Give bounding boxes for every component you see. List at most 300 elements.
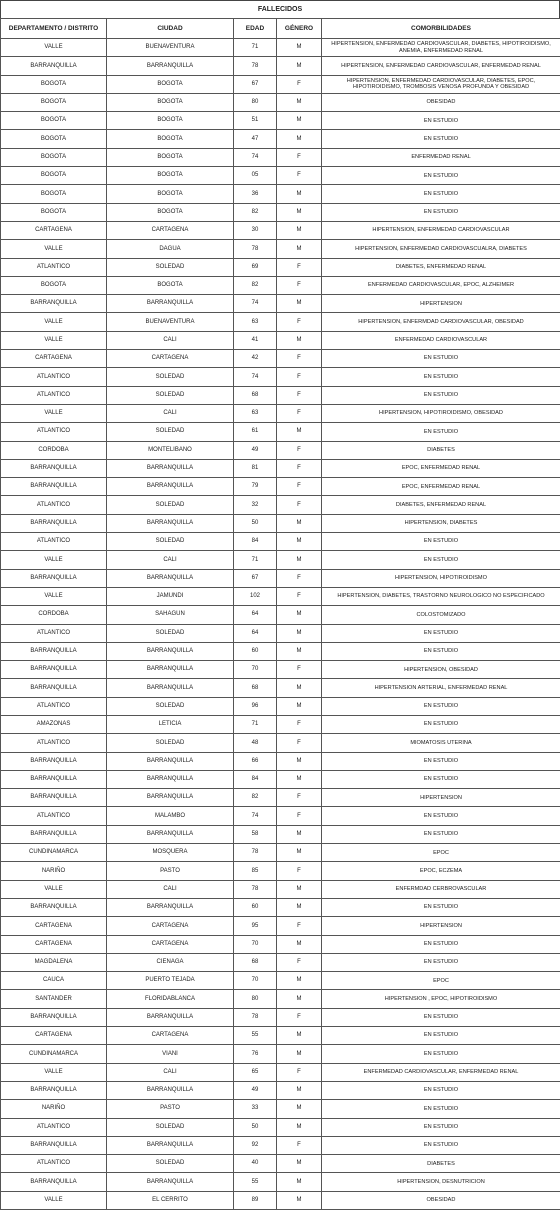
cell-comorbilidades: ENFERMEDAD RENAL bbox=[322, 148, 560, 166]
cell-genero: M bbox=[277, 1081, 322, 1099]
cell-comorbilidades: EN ESTUDIO bbox=[322, 624, 560, 642]
cell-ciudad: BARRANQUILLA bbox=[107, 825, 234, 843]
cell-comorbilidades: HIPERTENSION, HIPOTIROIDISMO bbox=[322, 569, 560, 587]
cell-comorbilidades: HIPERTENSION, ENFERMEDAD CARDIOVASCUALRA, DIABETES bbox=[322, 240, 560, 258]
cell-genero: F bbox=[277, 386, 322, 404]
cell-ciudad: BOGOTA bbox=[107, 75, 234, 93]
table-row bbox=[1, 350, 560, 368]
cell-edad: 76 bbox=[234, 1045, 277, 1063]
table-row bbox=[1, 368, 560, 386]
cell-genero: M bbox=[277, 93, 322, 111]
cell-departamento: MAGDALENA bbox=[1, 953, 107, 971]
table-row bbox=[1, 770, 560, 788]
cell-genero: M bbox=[277, 1118, 322, 1136]
cell-genero: F bbox=[277, 313, 322, 331]
cell-ciudad: CARTAGENA bbox=[107, 917, 234, 935]
cell-departamento: ATLANTICO bbox=[1, 423, 107, 441]
cell-genero: F bbox=[277, 661, 322, 679]
cell-edad: 67 bbox=[234, 569, 277, 587]
cell-genero: M bbox=[277, 1027, 322, 1045]
cell-genero: M bbox=[277, 39, 322, 57]
table-row bbox=[1, 990, 560, 1008]
cell-ciudad: CALI bbox=[107, 880, 234, 898]
cell-departamento: BOGOTA bbox=[1, 148, 107, 166]
cell-departamento: BARRANQUILLA bbox=[1, 1173, 107, 1191]
cell-ciudad: BARRANQUILLA bbox=[107, 642, 234, 660]
cell-ciudad: SAHAGUN bbox=[107, 606, 234, 624]
cell-edad: 65 bbox=[234, 1063, 277, 1081]
header-ciudad: CIUDAD bbox=[107, 19, 234, 39]
cell-genero: F bbox=[277, 587, 322, 605]
cell-comorbilidades: EN ESTUDIO bbox=[322, 1027, 560, 1045]
table-row bbox=[1, 331, 560, 349]
cell-ciudad: SOLEDAD bbox=[107, 496, 234, 514]
table-row bbox=[1, 935, 560, 953]
cell-ciudad: BARRANQUILLA bbox=[107, 661, 234, 679]
cell-edad: 60 bbox=[234, 898, 277, 916]
cell-genero: M bbox=[277, 423, 322, 441]
cell-departamento: ATLANTICO bbox=[1, 368, 107, 386]
cell-genero: F bbox=[277, 148, 322, 166]
cell-genero: F bbox=[277, 862, 322, 880]
cell-comorbilidades: EN ESTUDIO bbox=[322, 386, 560, 404]
table-row bbox=[1, 825, 560, 843]
cell-comorbilidades: HIPERTENSION, HIPOTIROIDISMO, OBESIDAD bbox=[322, 404, 560, 422]
table-row bbox=[1, 441, 560, 459]
cell-departamento: BARRANQUILLA bbox=[1, 679, 107, 697]
cell-edad: 96 bbox=[234, 697, 277, 715]
cell-departamento: BOGOTA bbox=[1, 112, 107, 130]
cell-departamento: CORDOBA bbox=[1, 441, 107, 459]
cell-comorbilidades: EN ESTUDIO bbox=[322, 715, 560, 733]
cell-ciudad: MONTELIBANO bbox=[107, 441, 234, 459]
cell-comorbilidades: EPOC bbox=[322, 972, 560, 990]
cell-edad: 05 bbox=[234, 167, 277, 185]
cell-edad: 36 bbox=[234, 185, 277, 203]
cell-ciudad: BARRANQUILLA bbox=[107, 295, 234, 313]
cell-edad: 66 bbox=[234, 752, 277, 770]
cell-ciudad: BARRANQUILLA bbox=[107, 478, 234, 496]
cell-comorbilidades: OBESIDAD bbox=[322, 93, 560, 111]
cell-ciudad: BARRANQUILLA bbox=[107, 770, 234, 788]
cell-genero: F bbox=[277, 734, 322, 752]
cell-departamento: VALLE bbox=[1, 551, 107, 569]
cell-edad: 78 bbox=[234, 844, 277, 862]
cell-edad: 80 bbox=[234, 990, 277, 1008]
cell-ciudad: BARRANQUILLA bbox=[107, 1081, 234, 1099]
table-row bbox=[1, 1173, 560, 1191]
cell-comorbilidades: HIPERTENSION, ENFERMEDAD CARDIOVASCULAR, DIABETES, HIPOTIROIDISMO, ANEMIA, ENFERMEDAD RENAL bbox=[322, 39, 560, 57]
cell-ciudad: VIANI bbox=[107, 1045, 234, 1063]
cell-genero: M bbox=[277, 1191, 322, 1209]
cell-ciudad: BOGOTA bbox=[107, 112, 234, 130]
cell-ciudad: BARRANQUILLA bbox=[107, 789, 234, 807]
cell-comorbilidades: EN ESTUDIO bbox=[322, 368, 560, 386]
cell-edad: 70 bbox=[234, 661, 277, 679]
cell-genero: M bbox=[277, 697, 322, 715]
cell-departamento: VALLE bbox=[1, 1191, 107, 1209]
cell-comorbilidades: HIPERTENSION, DIABETES, TRASTORNO NEUROLOGICO NO ESPECIFICADO bbox=[322, 587, 560, 605]
cell-comorbilidades: EN ESTUDIO bbox=[322, 898, 560, 916]
cell-departamento: BARRANQUILLA bbox=[1, 459, 107, 477]
table-row bbox=[1, 276, 560, 294]
table-row bbox=[1, 715, 560, 733]
cell-genero: M bbox=[277, 898, 322, 916]
cell-comorbilidades: HIPERTENSION bbox=[322, 295, 560, 313]
cell-comorbilidades: EN ESTUDIO bbox=[322, 1136, 560, 1154]
cell-comorbilidades: EPOC, ECZEMA bbox=[322, 862, 560, 880]
cell-departamento: BOGOTA bbox=[1, 203, 107, 221]
table-row bbox=[1, 917, 560, 935]
cell-comorbilidades: HIPERTENSION, ENFERMEDAD CARDIOVASCULAR, ENFERMEDAD RENAL bbox=[322, 57, 560, 75]
cell-comorbilidades: EN ESTUDIO bbox=[322, 130, 560, 148]
cell-ciudad: SOLEDAD bbox=[107, 624, 234, 642]
table-row bbox=[1, 313, 560, 331]
cell-genero: M bbox=[277, 130, 322, 148]
cell-departamento: ATLANTICO bbox=[1, 697, 107, 715]
table-row bbox=[1, 1100, 560, 1118]
cell-genero: M bbox=[277, 935, 322, 953]
cell-departamento: ATLANTICO bbox=[1, 1118, 107, 1136]
cell-edad: 78 bbox=[234, 880, 277, 898]
cell-edad: 48 bbox=[234, 734, 277, 752]
cell-comorbilidades: HIPERTENSION , EPOC, HIPOTIROIDISMO bbox=[322, 990, 560, 1008]
cell-departamento: CARTAGENA bbox=[1, 917, 107, 935]
cell-edad: 81 bbox=[234, 459, 277, 477]
cell-genero: M bbox=[277, 1155, 322, 1173]
cell-departamento: BARRANQUILLA bbox=[1, 898, 107, 916]
cell-ciudad: BARRANQUILLA bbox=[107, 898, 234, 916]
cell-edad: 30 bbox=[234, 221, 277, 239]
cell-genero: F bbox=[277, 917, 322, 935]
cell-departamento: BARRANQUILLA bbox=[1, 752, 107, 770]
cell-departamento: AMAZONAS bbox=[1, 715, 107, 733]
table-row bbox=[1, 752, 560, 770]
cell-genero: M bbox=[277, 1100, 322, 1118]
cell-genero: M bbox=[277, 295, 322, 313]
table-row bbox=[1, 953, 560, 971]
cell-edad: 74 bbox=[234, 368, 277, 386]
cell-edad: 55 bbox=[234, 1173, 277, 1191]
cell-genero: F bbox=[277, 1063, 322, 1081]
cell-edad: 95 bbox=[234, 917, 277, 935]
cell-edad: 71 bbox=[234, 551, 277, 569]
cell-departamento: BARRANQUILLA bbox=[1, 1008, 107, 1026]
table-row bbox=[1, 1191, 560, 1209]
cell-edad: 102 bbox=[234, 587, 277, 605]
cell-ciudad: BUENAVENTURA bbox=[107, 313, 234, 331]
cell-ciudad: BARRANQUILLA bbox=[107, 679, 234, 697]
table-body bbox=[1, 39, 560, 1210]
cell-departamento: VALLE bbox=[1, 313, 107, 331]
table-row bbox=[1, 679, 560, 697]
cell-genero: F bbox=[277, 459, 322, 477]
cell-genero: M bbox=[277, 514, 322, 532]
cell-ciudad: CARTAGENA bbox=[107, 350, 234, 368]
cell-ciudad: CALI bbox=[107, 404, 234, 422]
cell-departamento: BOGOTA bbox=[1, 93, 107, 111]
cell-comorbilidades: EN ESTUDIO bbox=[322, 1118, 560, 1136]
cell-ciudad: SOLEDAD bbox=[107, 368, 234, 386]
table-row bbox=[1, 148, 560, 166]
cell-comorbilidades: HIPERTENSION, OBESIDAD bbox=[322, 661, 560, 679]
cell-comorbilidades: EN ESTUDIO bbox=[322, 203, 560, 221]
cell-departamento: VALLE bbox=[1, 39, 107, 57]
table-row bbox=[1, 496, 560, 514]
cell-edad: 68 bbox=[234, 679, 277, 697]
cell-ciudad: BOGOTA bbox=[107, 276, 234, 294]
cell-ciudad: BARRANQUILLA bbox=[107, 57, 234, 75]
cell-ciudad: LETICIA bbox=[107, 715, 234, 733]
cell-comorbilidades: EN ESTUDIO bbox=[322, 697, 560, 715]
cell-departamento: CARTAGENA bbox=[1, 350, 107, 368]
cell-departamento: CUNDINAMARCA bbox=[1, 844, 107, 862]
cell-comorbilidades: EN ESTUDIO bbox=[322, 350, 560, 368]
cell-genero: F bbox=[277, 167, 322, 185]
cell-edad: 49 bbox=[234, 1081, 277, 1099]
cell-ciudad: BARRANQUILLA bbox=[107, 1136, 234, 1154]
table-row bbox=[1, 587, 560, 605]
table-row bbox=[1, 844, 560, 862]
cell-comorbilidades: HIPERTENSION ARTERIAL, ENFERMEDAD RENAL bbox=[322, 679, 560, 697]
cell-genero: M bbox=[277, 57, 322, 75]
cell-departamento: VALLE bbox=[1, 587, 107, 605]
cell-comorbilidades: ENFERMEDAD CARDIOVASCULAR bbox=[322, 331, 560, 349]
cell-genero: M bbox=[277, 825, 322, 843]
cell-departamento: NARIÑO bbox=[1, 862, 107, 880]
cell-comorbilidades: EN ESTUDIO bbox=[322, 642, 560, 660]
cell-genero: M bbox=[277, 112, 322, 130]
cell-genero: M bbox=[277, 331, 322, 349]
cell-ciudad: BOGOTA bbox=[107, 203, 234, 221]
cell-genero: M bbox=[277, 679, 322, 697]
header-genero: GÉNERO bbox=[277, 19, 322, 39]
cell-departamento: VALLE bbox=[1, 1063, 107, 1081]
cell-genero: F bbox=[277, 569, 322, 587]
cell-genero: F bbox=[277, 404, 322, 422]
cell-departamento: BARRANQUILLA bbox=[1, 1136, 107, 1154]
cell-departamento: BARRANQUILLA bbox=[1, 514, 107, 532]
cell-edad: 47 bbox=[234, 130, 277, 148]
cell-ciudad: BOGOTA bbox=[107, 130, 234, 148]
cell-genero: F bbox=[277, 1136, 322, 1154]
cell-comorbilidades: EN ESTUDIO bbox=[322, 185, 560, 203]
cell-departamento: VALLE bbox=[1, 331, 107, 349]
table-row bbox=[1, 661, 560, 679]
cell-comorbilidades: EN ESTUDIO bbox=[322, 770, 560, 788]
table-row bbox=[1, 185, 560, 203]
cell-ciudad: CARTAGENA bbox=[107, 221, 234, 239]
cell-departamento: BARRANQUILLA bbox=[1, 789, 107, 807]
cell-ciudad: MOSQUERA bbox=[107, 844, 234, 862]
cell-ciudad: SOLEDAD bbox=[107, 386, 234, 404]
table-row bbox=[1, 130, 560, 148]
table-row bbox=[1, 898, 560, 916]
cell-comorbilidades: HIPERTENSION bbox=[322, 789, 560, 807]
cell-ciudad: SOLEDAD bbox=[107, 533, 234, 551]
cell-comorbilidades: ENFERMEDAD CARDIOVASCULAR, ENFERMEDAD RENAL bbox=[322, 1063, 560, 1081]
cell-comorbilidades: EPOC, ENFERMEDAD RENAL bbox=[322, 459, 560, 477]
table-row bbox=[1, 789, 560, 807]
cell-comorbilidades: EN ESTUDIO bbox=[322, 551, 560, 569]
cell-edad: 84 bbox=[234, 770, 277, 788]
cell-departamento: CUNDINAMARCA bbox=[1, 1045, 107, 1063]
deaths-table bbox=[0, 18, 560, 1210]
cell-edad: 82 bbox=[234, 276, 277, 294]
cell-comorbilidades: DIABETES, ENFERMEDAD RENAL bbox=[322, 496, 560, 514]
cell-comorbilidades: EN ESTUDIO bbox=[322, 752, 560, 770]
cell-genero: M bbox=[277, 221, 322, 239]
table-row bbox=[1, 57, 560, 75]
cell-genero: M bbox=[277, 972, 322, 990]
table-row bbox=[1, 569, 560, 587]
cell-comorbilidades: EN ESTUDIO bbox=[322, 167, 560, 185]
cell-comorbilidades: DIABETES bbox=[322, 1155, 560, 1173]
cell-departamento: ATLANTICO bbox=[1, 624, 107, 642]
table-row bbox=[1, 734, 560, 752]
cell-edad: 61 bbox=[234, 423, 277, 441]
header-departamento: DEPARTAMENTO / DISTRITO bbox=[1, 19, 107, 39]
cell-edad: 89 bbox=[234, 1191, 277, 1209]
cell-ciudad: DAGUA bbox=[107, 240, 234, 258]
cell-edad: 78 bbox=[234, 240, 277, 258]
cell-edad: 50 bbox=[234, 1118, 277, 1136]
cell-edad: 33 bbox=[234, 1100, 277, 1118]
cell-departamento: VALLE bbox=[1, 404, 107, 422]
cell-edad: 69 bbox=[234, 258, 277, 276]
cell-departamento: CARTAGENA bbox=[1, 935, 107, 953]
cell-genero: M bbox=[277, 844, 322, 862]
cell-ciudad: BARRANQUILLA bbox=[107, 1173, 234, 1191]
cell-ciudad: BOGOTA bbox=[107, 185, 234, 203]
cell-departamento: SANTANDER bbox=[1, 990, 107, 1008]
cell-comorbilidades: EN ESTUDIO bbox=[322, 1081, 560, 1099]
cell-genero: M bbox=[277, 880, 322, 898]
cell-genero: M bbox=[277, 770, 322, 788]
cell-departamento: ATLANTICO bbox=[1, 1155, 107, 1173]
cell-departamento: BARRANQUILLA bbox=[1, 1081, 107, 1099]
cell-comorbilidades: HIPERTENSION, ENFERMEDAD CARDIOVASCULAR, DIABETES, EPOC, HIPOTIROIDISMO, TROMBOSIS VENOSA PROFUNDA Y OBESIDAD bbox=[322, 75, 560, 93]
cell-comorbilidades: DIABETES bbox=[322, 441, 560, 459]
cell-departamento: BOGOTA bbox=[1, 167, 107, 185]
cell-comorbilidades: HIPERTENSION, ENFERMEDAD CARDIOVASCULAR bbox=[322, 221, 560, 239]
cell-edad: 78 bbox=[234, 57, 277, 75]
table-row bbox=[1, 807, 560, 825]
cell-comorbilidades: EN ESTUDIO bbox=[322, 1100, 560, 1118]
cell-ciudad: CALI bbox=[107, 551, 234, 569]
cell-ciudad: BARRANQUILLA bbox=[107, 1008, 234, 1026]
table-row bbox=[1, 240, 560, 258]
cell-comorbilidades: COLOSTOMIZADO bbox=[322, 606, 560, 624]
cell-ciudad: SOLEDAD bbox=[107, 423, 234, 441]
table-row bbox=[1, 533, 560, 551]
cell-comorbilidades: ENFERMDAD CERBROVASCULAR bbox=[322, 880, 560, 898]
cell-comorbilidades: EN ESTUDIO bbox=[322, 1045, 560, 1063]
cell-edad: 67 bbox=[234, 75, 277, 93]
table-row bbox=[1, 295, 560, 313]
cell-comorbilidades: DIABETES, ENFERMEDAD RENAL bbox=[322, 258, 560, 276]
cell-ciudad: MALAMBO bbox=[107, 807, 234, 825]
cell-departamento: ATLANTICO bbox=[1, 807, 107, 825]
table-row bbox=[1, 39, 560, 57]
table-row bbox=[1, 1081, 560, 1099]
cell-edad: 74 bbox=[234, 807, 277, 825]
cell-departamento: BOGOTA bbox=[1, 130, 107, 148]
cell-edad: 70 bbox=[234, 935, 277, 953]
cell-ciudad: BARRANQUILLA bbox=[107, 569, 234, 587]
cell-genero: M bbox=[277, 606, 322, 624]
cell-departamento: VALLE bbox=[1, 240, 107, 258]
cell-departamento: BARRANQUILLA bbox=[1, 478, 107, 496]
cell-comorbilidades: EN ESTUDIO bbox=[322, 112, 560, 130]
cell-departamento: BARRANQUILLA bbox=[1, 642, 107, 660]
cell-genero: M bbox=[277, 203, 322, 221]
cell-comorbilidades: HIPERTENSION, DESNUTRICION bbox=[322, 1173, 560, 1191]
cell-genero: F bbox=[277, 368, 322, 386]
cell-genero: F bbox=[277, 258, 322, 276]
cell-edad: 84 bbox=[234, 533, 277, 551]
cell-genero: F bbox=[277, 953, 322, 971]
cell-genero: M bbox=[277, 1045, 322, 1063]
table-row bbox=[1, 606, 560, 624]
cell-departamento: BARRANQUILLA bbox=[1, 57, 107, 75]
cell-comorbilidades: EN ESTUDIO bbox=[322, 1008, 560, 1026]
cell-genero: M bbox=[277, 990, 322, 1008]
cell-ciudad: BOGOTA bbox=[107, 148, 234, 166]
cell-edad: 78 bbox=[234, 1008, 277, 1026]
cell-edad: 32 bbox=[234, 496, 277, 514]
table-row bbox=[1, 221, 560, 239]
cell-genero: F bbox=[277, 276, 322, 294]
table-row bbox=[1, 1063, 560, 1081]
cell-departamento: ATLANTICO bbox=[1, 734, 107, 752]
cell-comorbilidades: EN ESTUDIO bbox=[322, 533, 560, 551]
cell-genero: M bbox=[277, 752, 322, 770]
table-row bbox=[1, 386, 560, 404]
cell-departamento: BOGOTA bbox=[1, 75, 107, 93]
cell-ciudad: CALI bbox=[107, 1063, 234, 1081]
cell-edad: 64 bbox=[234, 606, 277, 624]
cell-departamento: BOGOTA bbox=[1, 185, 107, 203]
cell-departamento: BOGOTA bbox=[1, 276, 107, 294]
cell-edad: 50 bbox=[234, 514, 277, 532]
cell-departamento: BARRANQUILLA bbox=[1, 825, 107, 843]
cell-ciudad: SOLEDAD bbox=[107, 1155, 234, 1173]
header-edad: EDAD bbox=[234, 19, 277, 39]
cell-genero: M bbox=[277, 185, 322, 203]
cell-edad: 40 bbox=[234, 1155, 277, 1173]
table-row bbox=[1, 642, 560, 660]
table-row bbox=[1, 93, 560, 111]
table-row bbox=[1, 75, 560, 93]
cell-edad: 74 bbox=[234, 295, 277, 313]
cell-edad: 68 bbox=[234, 953, 277, 971]
cell-comorbilidades: EN ESTUDIO bbox=[322, 825, 560, 843]
cell-genero: M bbox=[277, 624, 322, 642]
cell-ciudad: BARRANQUILLA bbox=[107, 459, 234, 477]
cell-comorbilidades: EN ESTUDIO bbox=[322, 807, 560, 825]
table-row bbox=[1, 1136, 560, 1154]
cell-ciudad: FLORIDABLANCA bbox=[107, 990, 234, 1008]
cell-comorbilidades: EPOC, ENFERMEDAD RENAL bbox=[322, 478, 560, 496]
cell-edad: 55 bbox=[234, 1027, 277, 1045]
cell-comorbilidades: HIPERTENSION, DIABETES bbox=[322, 514, 560, 532]
cell-edad: 92 bbox=[234, 1136, 277, 1154]
table-row bbox=[1, 880, 560, 898]
cell-comorbilidades: EN ESTUDIO bbox=[322, 423, 560, 441]
cell-ciudad: EL CERRITO bbox=[107, 1191, 234, 1209]
cell-comorbilidades: HIPERTENSION bbox=[322, 917, 560, 935]
